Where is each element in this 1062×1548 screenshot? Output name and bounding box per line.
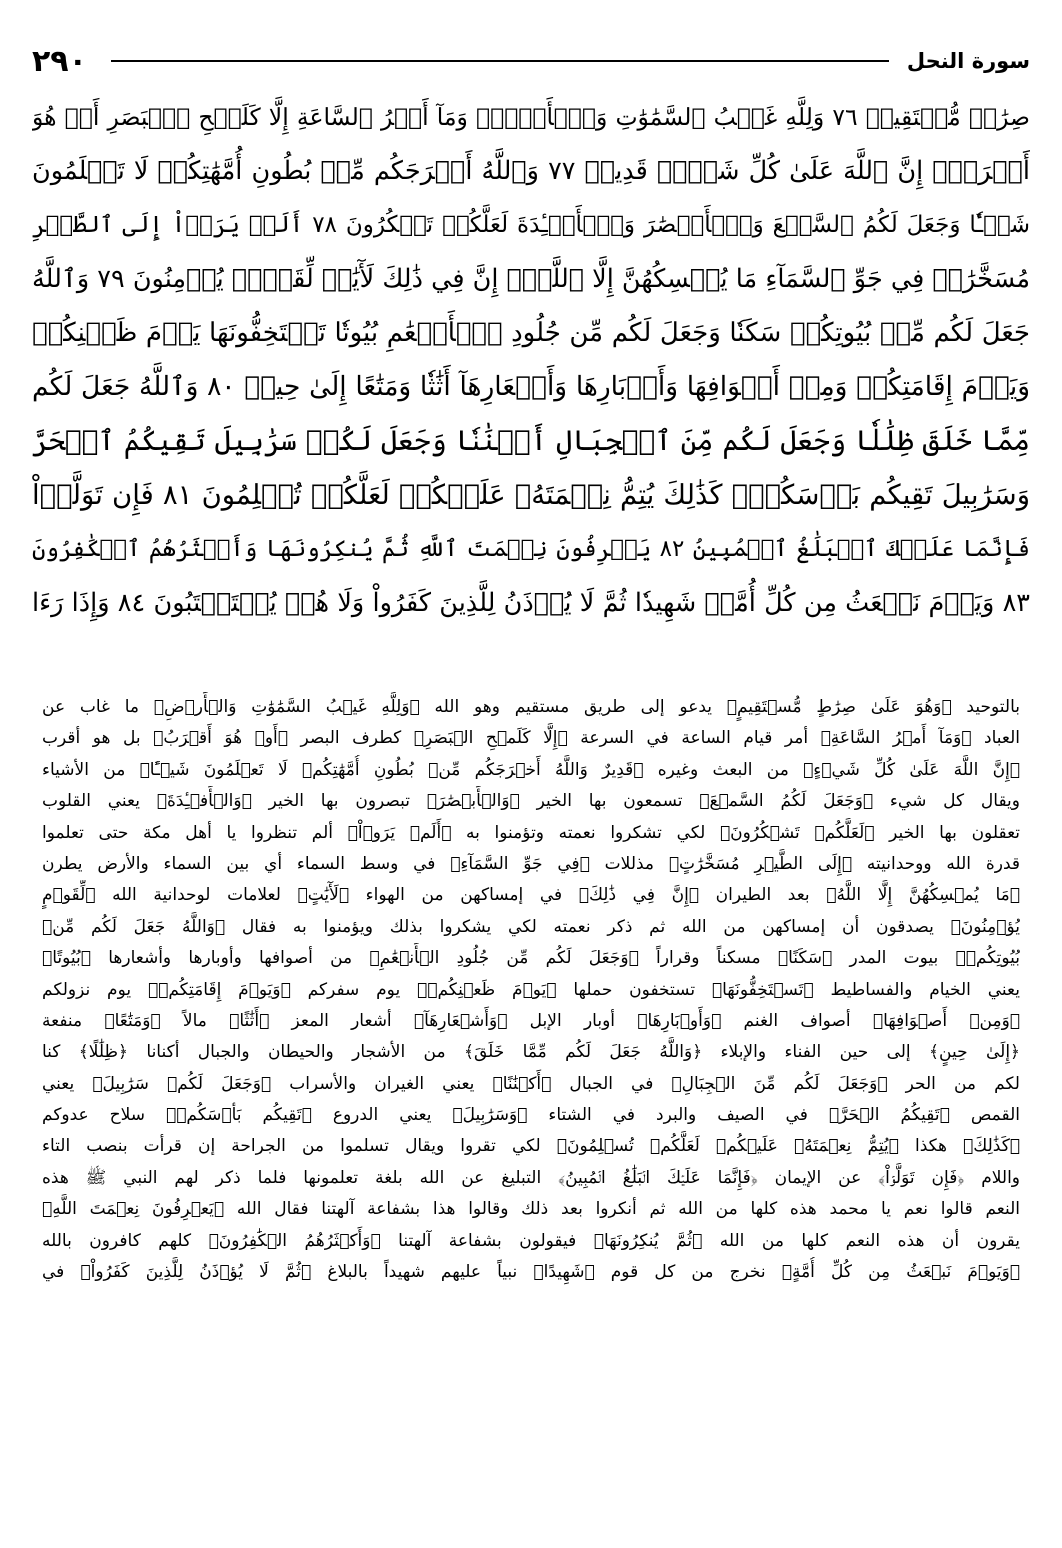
tafsir-line: ويقال كل شيء ﴿وَجَعَلَ لَكُمُ السَّمۡعَ﴾ تسمعون بها الخير ﴿وَالۡأَبۡصَٰرَ﴾ تبصرون بها الخير ﴿وَالۡأَفۡـِٔدَةَ﴾ يعني القلوب <box>42 791 1020 812</box>
tafsir-line: تعقلون بها الخير ﴿لَعَلَّكُمۡ تَشۡكُرُونَ﴾ لكي تشكروا نعمته وتؤمنوا به ﴿أَلَمۡ يَرَوۡاْ﴾ ألم تنظروا يا أهل مكة حتى تعلموا <box>42 822 1020 843</box>
quran-line: وَسَرَٰبِيلَ تَقِيكُم بَأۡسَكُمۡۚ كَذَٰلِكَ يُتِمُّ نِعۡمَتَهُۥ عَلَيۡكُمۡ لَعَلَّكُمۡ تُسۡلِمُونَ ٨١ فَإِن تَوَلَّوۡاْ <box>32 479 1030 511</box>
quran-line: مُسَخَّرَٰتٖ فِي جَوِّ ٱلسَّمَآءِ مَا يُمۡسِكُهُنَّ إِلَّا ٱللَّهُۚ إِنَّ فِي ذَٰلِكَ لَأٓيَٰتٖ لِّقَوۡمٖ يُؤۡمِنُونَ ٧٩ وَٱللَّهُ <box>32 264 1030 294</box>
quran-line: أَقۡرَبُۚ إِنَّ ٱللَّهَ عَلَىٰ كُلِّ شَيۡءٖ قَدِيرٞ ٧٧ وَٱللَّهُ أَخۡرَجَكُم مِّنۢ بُطُونِ أُمَّهَٰتِكُمۡ لَا تَعۡلَمُونَ <box>32 156 1030 186</box>
quran-line: شَيۡـٔٗا وَجَعَلَ لَكُمُ ٱلسَّمۡعَ وَٱلۡأَبۡصَٰرَ وَٱلۡأَفۡـِٔدَةَ لَعَلَّكُمۡ تَشۡكُرُونَ ٧٨ أَلَمۡ يَرَوۡاْ إِلَى ٱلطَّيۡرِ <box>32 212 1030 238</box>
quran-line: جَعَلَ لَكُم مِّنۢ بُيُوتِكُمۡ سَكَنٗا وَجَعَلَ لَكُم مِّن جُلُودِ ٱلۡأَنۡعَٰمِ بُيُوتٗا تَسۡتَخِفُّونَهَا يَوۡمَ ظَعۡنِكُمۡ <box>32 318 1030 348</box>
page-number: ٢٩٠ <box>32 43 87 79</box>
tafsir-line: ﴿مَا يُمۡسِكُهُنَّ إِلَّا اللَّهُ﴾ بعد الطيران ﴿إِنَّ فِي ذَٰلِكَ﴾ في إمساكهن من الهواء ﴿لَأٓيَٰتٍ﴾ لعلامات لوحدانية الله ﴿لِّقَوۡمٍ <box>42 885 1020 906</box>
tafsir-line: قدرة الله ووحدانيته ﴿إِلَى الطَّيۡرِ مُسَخَّرَٰتٍ﴾ مذللات ﴿فِي جَوِّ السَّمَآءِ﴾ في وسط السماء أي بين السماء والأرض يطرن <box>42 853 1020 874</box>
quran-line: وَيَوۡمَ إِقَامَتِكُمۡ وَمِنۡ أَصۡوَافِهَا وَأَوۡبَارِهَا وَأَشۡعَارِهَآ أَثَٰثٗا وَمَتَٰعًا إِلَىٰ حِينٖ ٨٠ وَٱللَّهُ جَعَلَ لَكُم <box>32 371 1030 402</box>
tafsir-line: واللام ﴿فَإِن تَوَلَّوۡاْ﴾ عن الإيمان ﴿فَإِنَّمَا عَلَيۡكَ الۡبَلَٰغُ الۡمُبِينُ﴾ التبليغ عن الله بلغة تعلمونها فلما ذكر لهم النبي ﷺ هذه <box>42 1167 1020 1188</box>
quran-line: مِّمَّا خَلَقَ ظِلَٰلٗا وَجَعَلَ لَكُم مِّنَ ٱلۡجِبَالِ أَكۡنَٰنٗا وَجَعَلَ لَكُمۡ سَرَٰبِيلَ تَقِيكُمُ ٱلۡحَرَّ <box>32 424 1030 457</box>
tafsir-text-block <box>42 692 1020 1288</box>
quran-line: صِرَٰطٖ مُّسۡتَقِيمٖ ٧٦ وَلِلَّهِ غَيۡبُ ٱلسَّمَٰوَٰتِ وَٱلۡأَرۡضِۚ وَمَآ أَمۡرُ ٱلسَّاعَةِ إِلَّا كَلَمۡحِ ٱلۡبَصَرِ أَوۡ هُوَ <box>32 103 1030 131</box>
surah-name: سورة النحل <box>906 49 1030 73</box>
tafsir-line: بُيُوتِكُمۡ﴾ بيوت المدر ﴿سَكَنًا﴾ مسكناً وقراراً ﴿وَجَعَلَ لَكُم مِّن جُلُودِ الۡأَنۡعَٰمِ﴾ من أصوافها وأوبارها وأشعارها ﴿بُيُوتًا﴾ <box>42 948 1020 969</box>
page-header <box>32 38 1030 84</box>
tafsir-line: يقرون أن هذه النعم كلها من الله ﴿ثُمَّ يُنكِرُونَهَا﴾ فيقولون بشفاعة آلهتنا ﴿وَأَكۡثَرُهُمُ الۡكَٰفِرُونَ﴾ كلهم كافرون بالله <box>42 1230 1020 1251</box>
tafsir-line: القمص ﴿تَقِيكُمُ الۡحَرَّ﴾ في الصيف والبرد في الشتاء ﴿وَسَرَٰبِيلَ﴾ يعني الدروع ﴿تَقِيكُم بَأۡسَكُمۡ﴾ سلاح عدوكم <box>42 1105 1020 1126</box>
tafsir-line: العباد ﴿وَمَآ أَمۡرُ السَّاعَةِ﴾ أمر قيام الساعة في السرعة ﴿إِلَّا كَلَمۡحِ الۡبَصَرِ﴾ كطرف البصر ﴿أَوۡ هُوَ أَقۡرَبُ﴾ بل هو أقرب <box>42 728 1020 749</box>
tafsir-line: بالتوحيد ﴿وَهُوَ عَلَىٰ صِرَٰطٍ مُّسۡتَقِيمٍ﴾ يدعو إلى طريق مستقيم وهو الله ﴿وَلِلَّهِ غَيۡبُ السَّمَٰوَٰتِ وَالۡأَرۡضِ﴾ ما غاب عن <box>42 697 1020 717</box>
tafsir-line: ﴿كَذَٰلِكَ﴾ هكذا ﴿يُتِمُّ نِعۡمَتَهُۥ عَلَيۡكُمۡ لَعَلَّكُمۡ تُسۡلِمُونَ﴾ لكي تقروا ويقال تسلموا من الجراحة إن قرأت بنصب التاء <box>42 1136 1020 1157</box>
tafsir-line: النعم قالوا نعم يا محمد هذه كلها من الله ثم أنكروا بعد ذلك وقالوا هذا بشفاعة آلهتنا فقال الله ﴿يَعۡرِفُونَ نِعۡمَتَ اللَّهِ﴾ <box>42 1199 1020 1220</box>
quran-text-block <box>32 90 1030 630</box>
tafsir-line: يُؤۡمِنُونَ﴾ يصدقون أن إمساكهن من الله ثم ذكر نعمته لكي يشكروا بذلك ويؤمنوا به فقال ﴿وَاللَّهُ جَعَلَ لَكُم مِّنۢ <box>42 916 1020 937</box>
tafsir-line: ﴿إِلَىٰ حِينٍ﴾ إلى حين الفناء والإبلاء ﴿وَاللَّهُ جَعَلَ لَكُم مِّمَّا خَلَقَ﴾ من الأشجار والحيطان والجبال أكنانا ﴿ظِلَٰلًا﴾ كنا <box>42 1042 1020 1063</box>
tafsir-line: يعني الخيام والفساطيط ﴿تَسۡتَخِفُّونَهَا﴾ تستخفون حملها ﴿يَوۡمَ ظَعۡنِكُمۡ﴾ يوم سفركم ﴿وَيَوۡمَ إِقَامَتِكُمۡ﴾ يوم نزولكم <box>42 979 1020 1000</box>
header-rule <box>111 60 889 62</box>
quran-line: فَإِنَّمَا عَلَيۡكَ ٱلۡبَلَٰغُ ٱلۡمُبِينُ ٨٢ يَعۡرِفُونَ نِعۡمَتَ ٱللَّهِ ثُمَّ يُنكِرُونَهَا وَأَكۡثَرُهُمُ ٱلۡكَٰفِرُونَ <box>32 536 1030 562</box>
tafsir-line: ﴿وَمِنۡ أَصۡوَافِهَا﴾ أصواف الغنم ﴿وَأَوۡبَارِهَا﴾ أوبار الإبل ﴿وَأَشۡعَارِهَآ﴾ أشعار المعز ﴿أَثَٰثًا﴾ مالاً ﴿وَمَتَٰعًا﴾ منفعة <box>42 1010 1020 1031</box>
quran-line: ٨٣ وَيَوۡمَ نَبۡعَثُ مِن كُلِّ أُمَّةٖ شَهِيدٗا ثُمَّ لَا يُؤۡذَنُ لِلَّذِينَ كَفَرُواْ وَلَا هُمۡ يُسۡتَعۡتَبُونَ ٨٤ وَإِذَا رَءَا <box>32 588 1030 618</box>
tafsir-line: ﴿وَيَوۡمَ نَبۡعَثُ مِن كُلِّ أُمَّةٍ﴾ نخرج من كل قوم ﴿شَهِيدًا﴾ نبياً عليهم شهيداً بالبلاغ ﴿ثُمَّ لَا يُؤۡذَنُ لِلَّذِينَ كَفَرُواْ﴾ في <box>42 1262 1020 1283</box>
tafsir-line: لكم من الحر ﴿وَجَعَلَ لَكُم مِّنَ الۡجِبَالِ﴾ في الجبال ﴿أَكۡنَٰنًا﴾ يعني الغيران والأسراب ﴿وَجَعَلَ لَكُمۡ سَرَٰبِيلَ﴾ يعني <box>42 1073 1020 1094</box>
tafsir-line: ﴿إِنَّ اللَّهَ عَلَىٰ كُلِّ شَيۡءٍ﴾ من البعث وغيره ﴿قَدِيرٌ وَاللَّهُ أَخۡرَجَكُم مِّنۢ بُطُونِ أُمَّهَٰتِكُمۡ لَا تَعۡلَمُونَ شَيۡـًٔا﴾ من الأشياء <box>42 759 1020 780</box>
